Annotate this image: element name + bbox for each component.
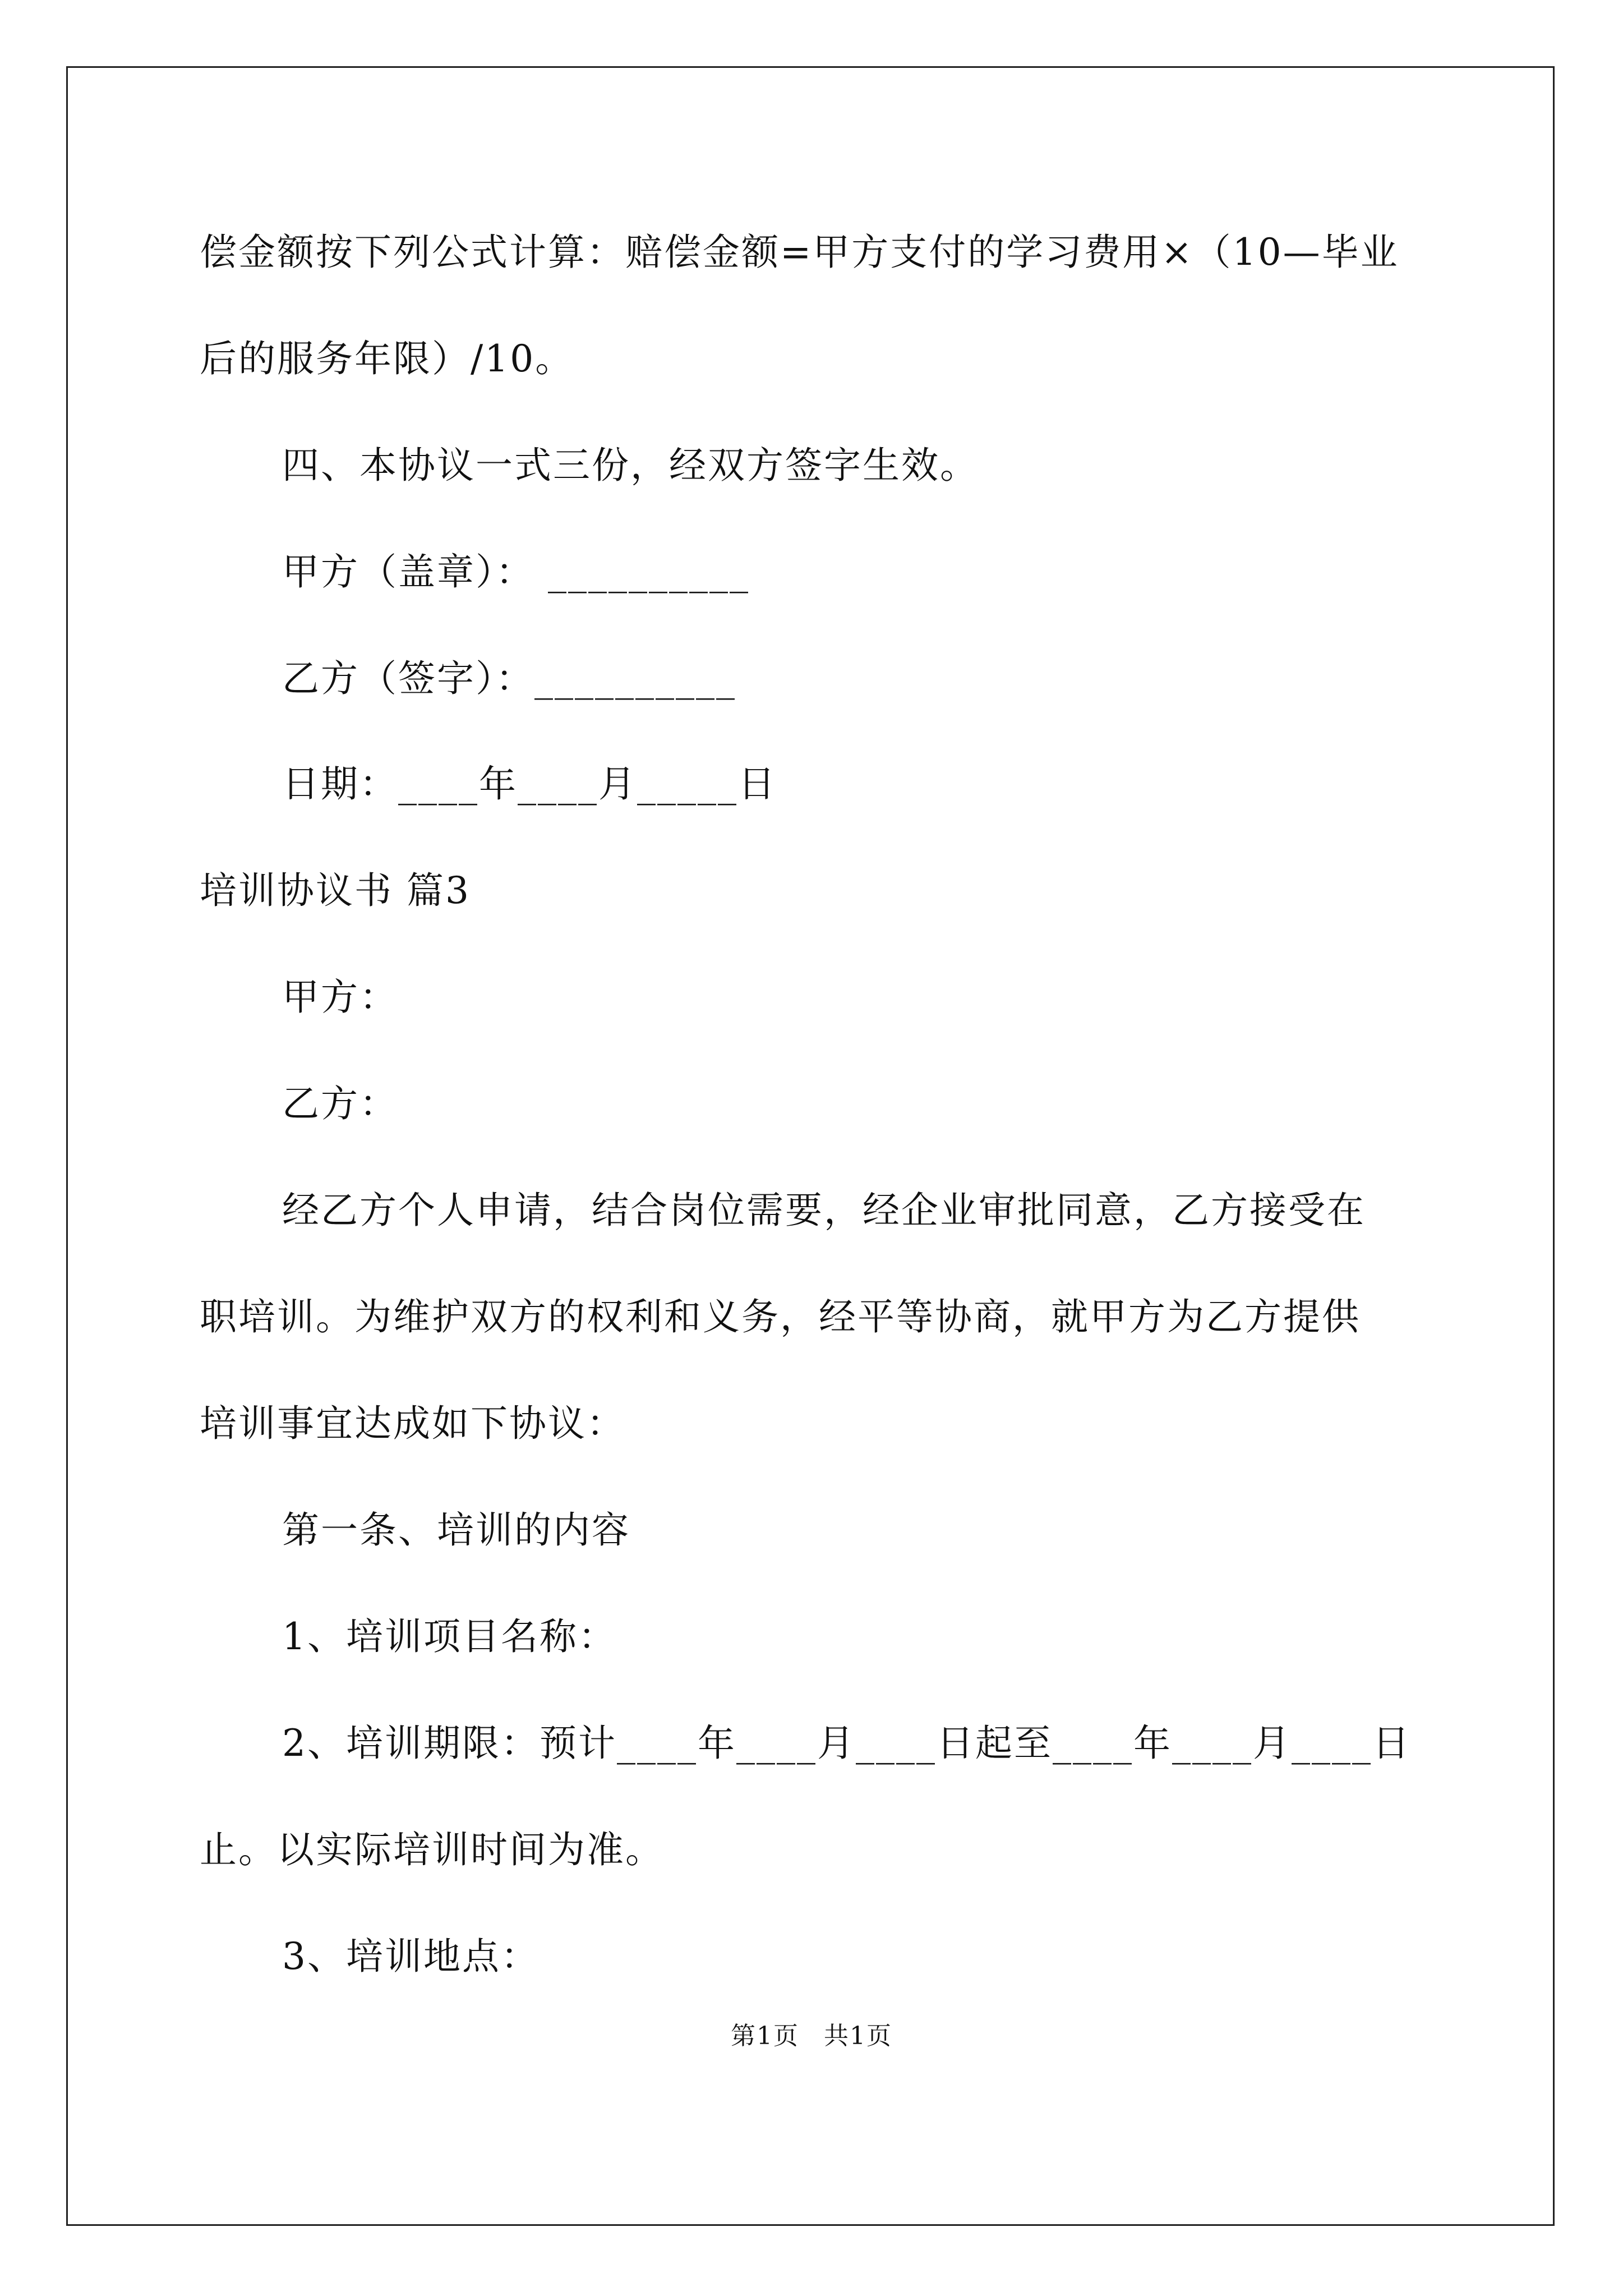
text-line: 2、培训期限：预计____年____月____日起至____年____月____日 <box>282 1722 1411 1765</box>
section-heading: 培训协议书 篇3 <box>200 869 471 912</box>
party-b-label: 乙方： <box>282 1082 398 1125</box>
text-line: 培训事宜达成如下协议： <box>200 1402 625 1445</box>
page-border <box>66 66 1555 2226</box>
page-number-current: 第1页 <box>731 2022 799 2050</box>
text-line: 职培训。为维护双方的权利和义务，经平等协商，就甲方为乙方提供 <box>200 1295 1361 1338</box>
text-line: 1、培训项目名称： <box>282 1615 617 1658</box>
page-number-total: 共1页 <box>824 2022 892 2050</box>
text-line: 四、本协议一式三份，经双方签字生效。 <box>282 444 979 487</box>
text-line: 经乙方个人申请，结合岗位需要，经企业审批同意，乙方接受在 <box>282 1189 1366 1232</box>
date-line: 日期：____年____月_____日 <box>282 762 777 806</box>
page-footer <box>0 2019 1623 2053</box>
text-line: 止。以实际培训时间为准。 <box>200 1828 664 1871</box>
signature-line-party-a: 甲方（盖章）： __________ <box>282 550 750 593</box>
text-line: 3、培训地点： <box>282 1935 540 1978</box>
signature-line-party-b: 乙方（签字）：__________ <box>282 657 736 700</box>
article-heading: 第一条、培训的内容 <box>282 1508 630 1552</box>
text-line: 后的服务年限）/10。 <box>200 337 574 380</box>
text-line: 偿金额按下列公式计算：赔偿金额=甲方支付的学习费用×（10—毕业 <box>200 231 1399 274</box>
party-a-label: 甲方： <box>282 976 398 1019</box>
